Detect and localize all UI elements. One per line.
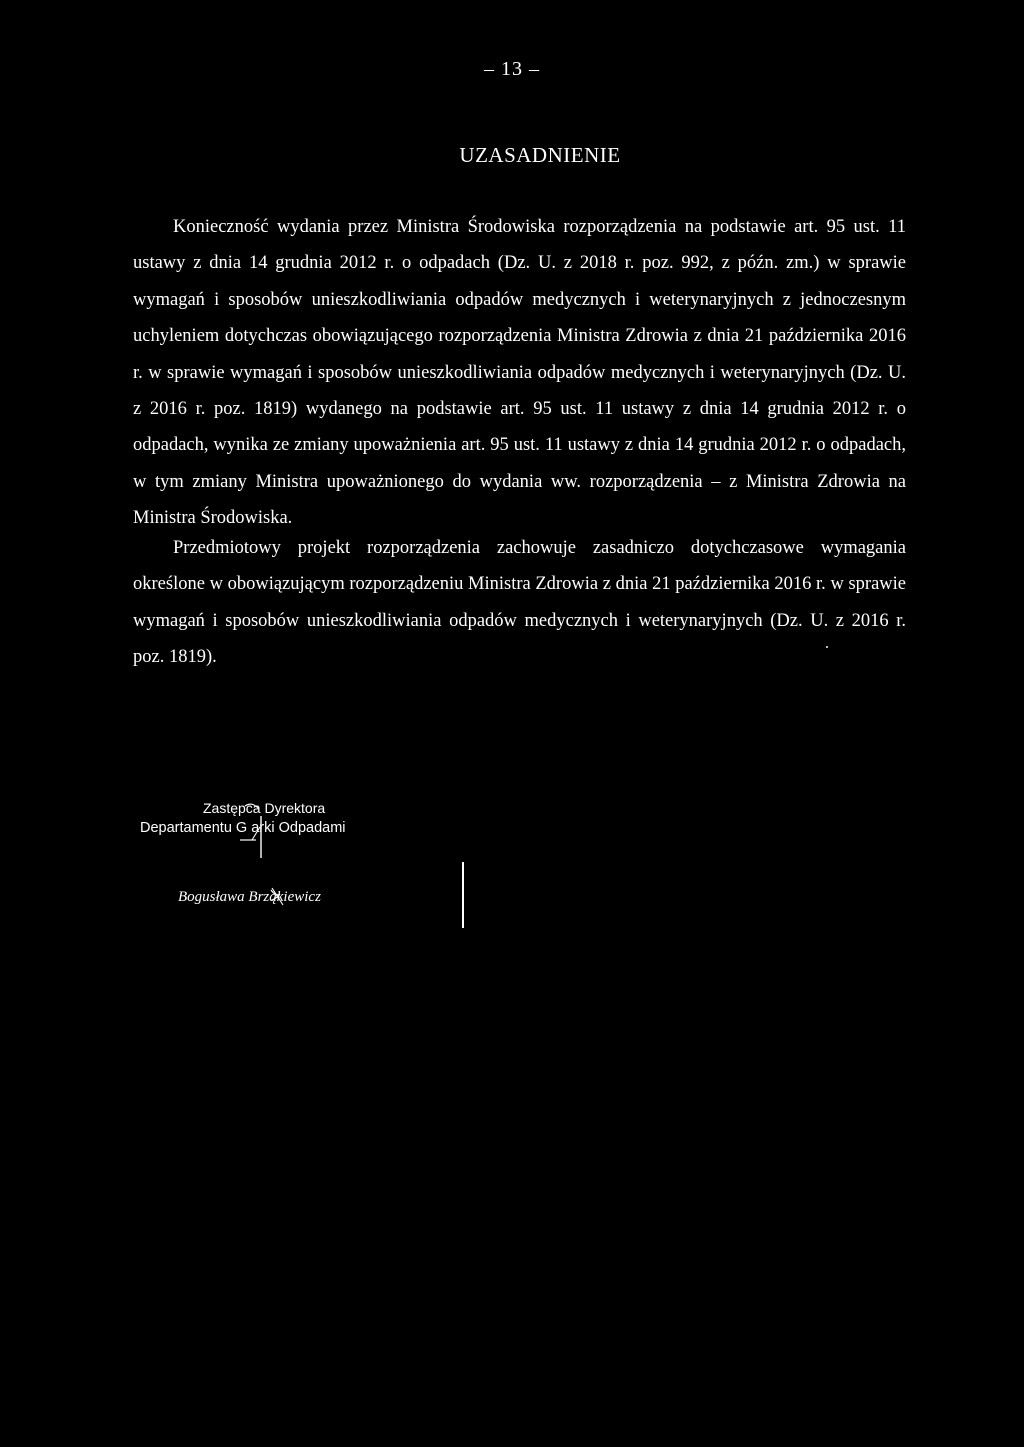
- margin-vertical-mark: [462, 862, 464, 928]
- signature-stamp: [140, 800, 480, 920]
- page-number: – 13 –: [484, 58, 540, 80]
- justification-paragraph-2: [133, 530, 906, 676]
- justification-paragraph-1: [133, 209, 906, 537]
- paragraph-2-text: Przedmiotowy projekt rozporządzenia zachowuje zasadniczo dotychczasowe wymagania określone w obowiązującym rozporządzeniu Ministra Zdrowia z dnia 21 października 2016 r. w sprawie wymagań i sposobów unieszkodliwiania odpadów medycznych i weterynaryjnych (Dz. U. z 2016 r. poz. 1819).: [133, 538, 906, 668]
- signature-title-line-1: Zastępca Dyrektora: [203, 800, 326, 816]
- scan-dot-mark: [826, 646, 828, 648]
- signature-title-line-2: Departamentu G arki Odpadami: [140, 820, 346, 836]
- paragraph-1-text: Konieczność wydania przez Ministra Środowiska rozporządzenia na podstawie art. 95 ust. 11 ustawy z dnia 14 grudnia 2012 r. o odpadach (Dz. U. z 2018 r. poz. 992, z późn. zm.) w sprawie wymagań i sposobów unieszkodliwiania odpadów medycznych i weterynaryjnych z jednoczesnym uchyleniem dotychczas obowiązującego rozporządzenia Ministra Zdrowia z dnia 21 października 2016 r. w sprawie wymagań i sposobów unieszkodliwiania odpadów medycznych i weterynaryjnych (Dz. U. z 2016 r. poz. 1819) wydanego na podstawie art. 95 ust. 11 ustawy z dnia 14 grudnia 2012 r. o odpadach, wynika ze zmiany upoważnienia art. 95 ust. 11 ustawy z dnia 14 grudnia 2012 r. o odpadach, w tym zmiany Ministra upoważnionego do wydania ww. rozporządzenia – z Ministra Zdrowia na Ministra Środowiska.: [133, 217, 906, 529]
- signatory-name: Bogusława Brząkiewicz: [178, 889, 321, 905]
- document-heading: UZASADNIENIE: [459, 143, 621, 167]
